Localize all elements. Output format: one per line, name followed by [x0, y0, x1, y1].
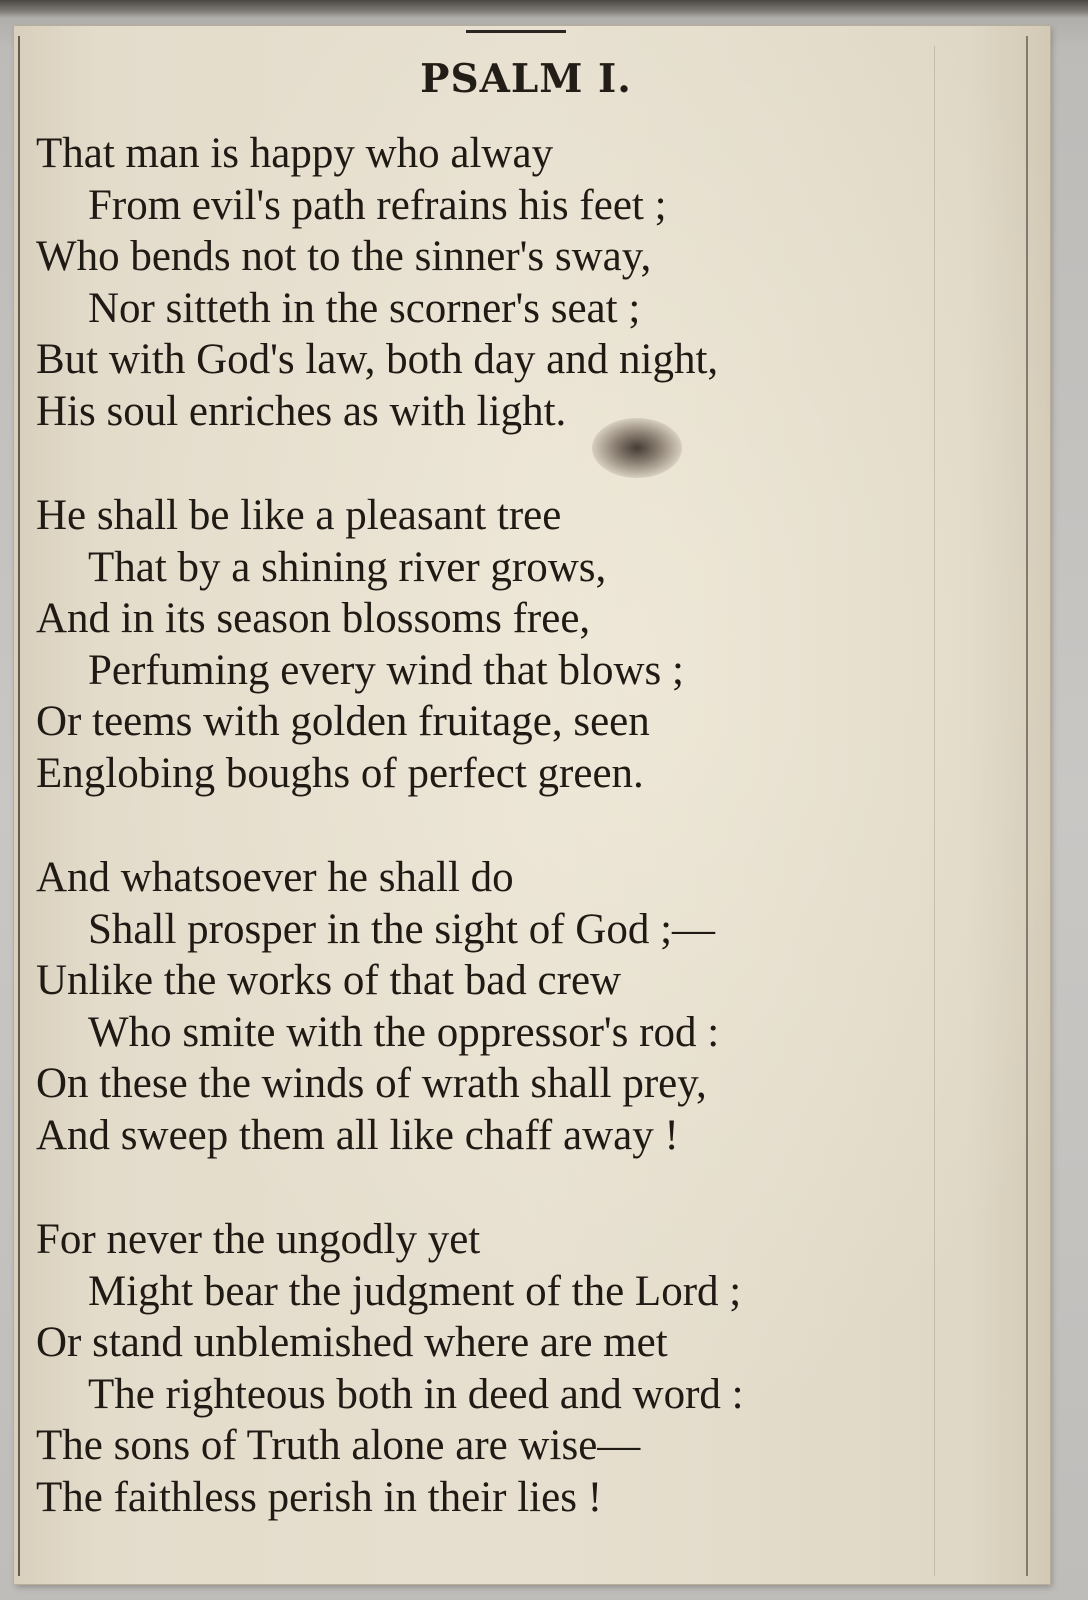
stanza [36, 128, 1016, 437]
newspaper-clipping [14, 26, 1050, 1584]
header-rule [466, 30, 566, 33]
stanza [36, 1214, 1016, 1523]
poem-line: On these the winds of wrath shall prey, [36, 1060, 707, 1107]
left-column-rule [18, 36, 20, 1576]
poem-body [36, 128, 1016, 1576]
poem-line: That man is happy who alway [36, 130, 554, 177]
poem-line: That by a shining river grows, [88, 543, 607, 591]
stanza [36, 490, 1016, 799]
poem-line: Nor sitteth in the scorner's seat ; [88, 284, 641, 332]
poem-line: Unlike the works of that bad crew [36, 957, 622, 1004]
poem-line: And sweep them all like chaff away ! [36, 1111, 679, 1159]
poem-line: Who smite with the oppressor's rod : [88, 1008, 720, 1056]
poem-line: Might bear the judgment of the Lord ; [88, 1267, 742, 1315]
poem-line: For never the ungodly yet [36, 1216, 481, 1263]
frame-shadow [0, 0, 1088, 18]
poem-line: The righteous both in deed and word : [88, 1370, 744, 1418]
poem-line: Or teems with golden fruitage, seen [36, 698, 650, 745]
poem-line: The faithless perish in their lies ! [36, 1473, 603, 1521]
poem-line: Who bends not to the sinner's sway, [36, 233, 652, 280]
poem-line: Englobing boughs of perfect green. [36, 749, 644, 797]
right-column-rule [1026, 36, 1028, 1576]
poem-line: But with God's law, both day and night, [36, 336, 719, 383]
poem-line: The sons of Truth alone are wise— [36, 1422, 641, 1469]
poem-line: And whatsoever he shall do [36, 854, 514, 901]
poem-line: Shall prosper in the sight of God ;— [88, 905, 716, 953]
poem-line: His soul enriches as with light. [36, 387, 567, 435]
stanza [36, 852, 1016, 1161]
poem-line: Or stand unblemished where are met [36, 1319, 668, 1366]
poem-line: Perfuming every wind that blows ; [88, 646, 684, 694]
poem-line: From evil's path refrains his feet ; [88, 181, 667, 229]
poem-line: And in its season blossoms free, [36, 595, 591, 642]
poem-line: He shall be like a pleasant tree [36, 492, 562, 539]
poem-title: PSALM I. [420, 56, 632, 102]
